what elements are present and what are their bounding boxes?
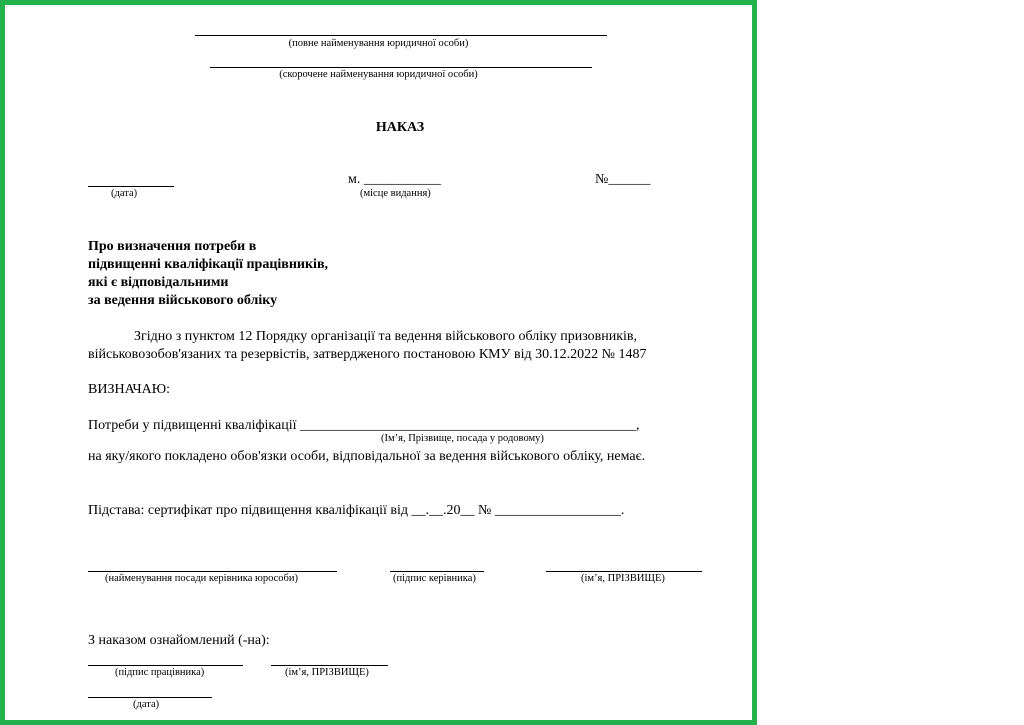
preamble-line-1: Згідно з пунктом 12 Порядку організації та ведення військового обліку призовників, (134, 329, 638, 344)
subject-line-2: підвищенні кваліфікації працівників, (88, 257, 329, 272)
short-name-line (210, 67, 592, 68)
document-title: НАКАЗ (375, 120, 425, 135)
place-field: м. ___________ (348, 172, 441, 187)
decide-heading: ВИЗНАЧАЮ: (88, 382, 171, 397)
position-caption: (найменування посади керівника юрособи) (105, 573, 298, 584)
ack-date-line (88, 697, 212, 698)
name-caption: (ім’я, ПРІЗВИЩЕ) (581, 573, 665, 584)
signature-caption: (підпис керівника) (393, 573, 476, 584)
basis-line: Підстава: сертифікат про підвищення кваліфікації від __.__.20__ № __________________. (88, 503, 625, 518)
preamble-line-2: військовозобов'язаних та резервістів, затвердженого постановою КМУ від 30.12.2022 № 1487 (88, 347, 647, 362)
signature-line (390, 571, 484, 572)
position-line (88, 571, 337, 572)
employee-signature-line (88, 665, 243, 666)
need-line: Потреби у підвищенні кваліфікації ________________________________________________, (88, 418, 640, 433)
short-name-caption: (скорочене найменування юридичної особи) (279, 69, 478, 80)
acknowledgement-label: З наказом ознайомлений (-на): (88, 633, 270, 648)
employee-name-caption: (ім’я, ПРІЗВИЩЕ) (285, 667, 369, 678)
ack-date-caption: (дата) (133, 699, 160, 710)
full-name-caption: (повне найменування юридичної особи) (288, 38, 469, 49)
date-line (88, 186, 174, 187)
order-number-field: №______ (595, 172, 651, 187)
date-caption: (дата) (111, 188, 138, 199)
need-caption: (Ім’я, Прізвище, посада у родовому) (381, 433, 544, 444)
full-name-line (195, 35, 607, 36)
subject-line-3: які є відповідальними (88, 275, 229, 290)
place-caption: (місце видання) (360, 188, 431, 199)
name-line (546, 571, 702, 572)
duty-line: на яку/якого покладено обов'язки особи, відповідальної за ведення військового обліку, немає. (88, 449, 646, 464)
subject-line-4: за ведення військового обліку (88, 293, 278, 308)
employee-name-line (271, 665, 388, 666)
employee-signature-caption: (підпис працівника) (115, 667, 205, 678)
subject-line-1: Про визначення потреби в (88, 239, 257, 254)
